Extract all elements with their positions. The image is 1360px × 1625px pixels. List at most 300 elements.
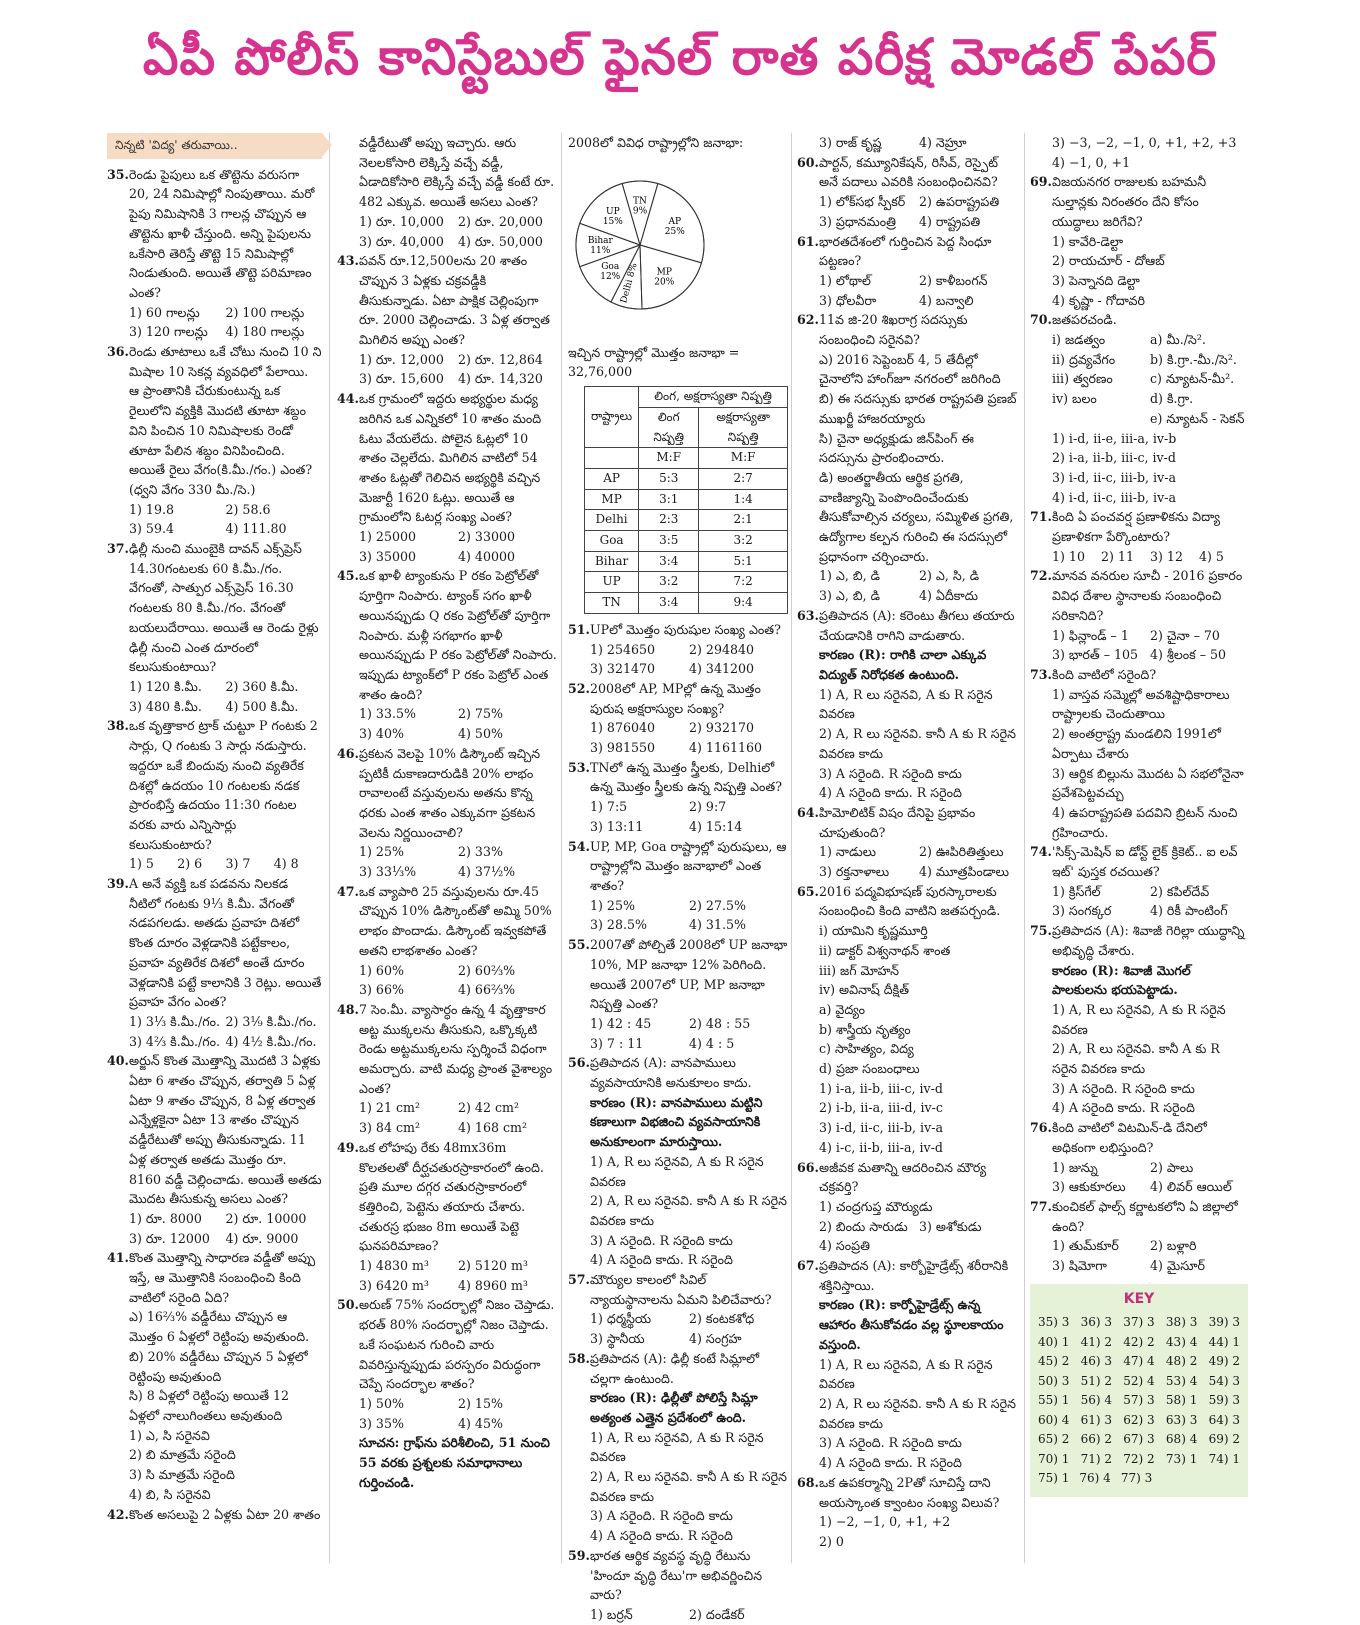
option: d) కి.గ్రా. (1150, 391, 1194, 407)
option-row (568, 1034, 788, 1054)
option: 3) రూ. 12000 (129, 1230, 210, 1246)
option-row (1030, 901, 1248, 921)
option: 3) ఎ, బి, డి (819, 588, 880, 604)
option: 2) 6 (177, 856, 203, 872)
question-text: కింది ఏ పంచవర్ష ప్రణాళికను విద్యా ప్రణాళికగా పేర్కొంటారు? (1052, 509, 1221, 545)
option: 2) 75% (458, 706, 503, 722)
question (107, 1051, 322, 1209)
answer-key-entry: 74) 1 (1208, 1451, 1240, 1466)
question-number: 71. (1030, 509, 1052, 525)
answer-key-entry: 63) 3 (1165, 1412, 1198, 1427)
option-row (107, 854, 322, 874)
option: 3) 35000 (359, 548, 416, 564)
question-text: భారత ఆర్థిక వ్యవస్థ వృద్ధి రేటును 'హిందూ వృద్ధి రేటు'గా అభివర్ణించిన వారు? (590, 1547, 763, 1603)
option: 2) 11 (1101, 548, 1134, 564)
option: 3) ధోలవీరా (819, 292, 877, 308)
text-line: 1) i-d, ii-e, iii-a, iv-b (1052, 430, 1177, 446)
table-cell: 3:5 (639, 531, 699, 552)
table-subheader-mf: M:F (699, 448, 788, 469)
option: 3) 28.5% (590, 917, 647, 933)
column-2 (337, 133, 557, 1573)
option-row (337, 1118, 557, 1138)
text-line: సి) చైనా అధ్యక్షుడు జిన్‌పింగ్ ఈ సదస్సును ప్రారంభించారు. (819, 430, 974, 466)
answer-key-body (1038, 1313, 1240, 1489)
text-line: 1) −2, −1, 0, +1, +2 (819, 1514, 951, 1530)
text-line: 1) చంద్రగుప్త మౌర్యుడు (819, 1198, 933, 1214)
text-line: 4) i-d, ii-c, iii-b, iv-a (1052, 489, 1176, 505)
table-cell: 1:4 (699, 489, 788, 510)
option: 1) జున్ను (1052, 1159, 1098, 1175)
table-cell: Bihar (585, 551, 639, 572)
option-row (337, 1394, 557, 1414)
option: 2) రూ. 12,864 (458, 351, 543, 367)
question (797, 310, 1019, 349)
question-text: 7 సెం.మీ. వ్యాసార్ధం ఉన్న 4 వృత్తాకార అట్ట ముక్కలను తీసుకుని, ఒక్కొక్కటి రెండు అట్టముక్కలను స్పర్శించే విధంగా అమర్చారు. వాటి మధ్య ప్రాంత వైశాల్యం ఎంత? (359, 1001, 553, 1096)
column-5 (1030, 133, 1248, 1573)
option: 4) 1161160 (689, 740, 763, 756)
answer-key-entry: 44) 1 (1208, 1334, 1240, 1349)
option: 4) రూ. 50,000 (458, 233, 543, 249)
option: 4) సంగ్రహ (689, 1331, 742, 1347)
answer-key-entry: 40) 1 (1038, 1334, 1070, 1349)
option: 1) క్రిస్‌గేల్ (1052, 883, 1101, 899)
question-text: ఒక ఖాళీ ట్యాంకును P రకం పెట్రోల్‌తో పూర్తిగా నింపారు. ట్యాంక్ సగం ఖాళీ అయినప్పుడు Q రకం పెట్రోల్‌తో పూర్తిగా నింపారు. మళ్లీ సగభాగం ఖాళీ అయినప్పుడు P రకం పెట్రోల్‌తో నింపారు. ఇప్పుడు ట్యాంక్‌లో P రకం పెట్రోల్ ఎంత శాతం ఉంది? (359, 568, 557, 702)
option-row (337, 724, 557, 744)
question-text: అరుణ్ 75% సందర్భాల్లో నిజం చెప్తాడు. భరత్ 80% సందర్భాల్లో నిజం చెప్తాడు. ఒకే సంఘటన గురించి వారు వివరిస్తున్నప్పుడు పరస్పరం విరుద్ధంగా చెప్పే సందర్భాల శాతం? (359, 1297, 555, 1392)
option: 4) శ్రీలంక – 50 (1150, 647, 1227, 663)
text-line: 2) A, R లు సరైనవి. కానీ A కు R సరైన వివరణ కాదు (819, 726, 1016, 761)
question-number: 69. (1030, 174, 1052, 190)
option-row (568, 1309, 788, 1329)
option: 3) రూ. 15,600 (359, 371, 444, 387)
option-row (568, 817, 788, 837)
text-line: i) యామిని కృష్ణమూర్తి (819, 923, 928, 939)
option: 1) 25% (359, 844, 404, 860)
pie-label-mp: MP 20% (654, 267, 675, 288)
option: 1) రూ. 8000 (129, 1210, 202, 1226)
text-line: 3) A సరైంది. R సరైంది కాదు (1052, 1080, 1195, 1096)
option: 1) రూ. 12,000 (359, 351, 444, 367)
answer-key-entry: 54) 3 (1208, 1373, 1240, 1388)
question-number: 37. (107, 541, 129, 557)
option-row (568, 797, 788, 817)
option: 4) 31.5% (689, 917, 746, 933)
column-1 (107, 133, 322, 1573)
answer-key-entry: 47) 4 (1123, 1354, 1155, 1369)
text-line: 3) ఆర్థిక బిల్లును మొదట ఏ సభలోనైనా ప్రవేశపెట్టవచ్చు (1052, 765, 1244, 801)
text-line: 2) A, R లు సరైనవి. కానీ A కు R సరైన వివరణ కాదు (590, 1193, 787, 1228)
option-row (337, 547, 557, 567)
question-number: 65. (797, 883, 819, 899)
text-line: కారణం (R): కార్బోహైడ్రేట్స్ ఉన్న ఆహారం తీసుకోవడం వల్ల స్థూలకాయం వస్తుంది. (819, 1297, 1004, 1352)
table-header-group: లింగ, అక్షరాస్యతా నిష్పత్తి (639, 387, 788, 408)
question-text: అర్జున్ కొంత మొత్తాన్ని మొదటి 3 ఏళ్లకు ఏటా 6 శాతం చొప్పున, తర్వాతి 5 ఏళ్ల ఏటా 9 శాతం చొప్పున, 8 ఏళ్ల తర్వాత ఎన్నేళ్లకైనా ఏటా 13 శాతం చొప్పున వడ్డీరేటుతో అప్పు తీసుకున్నాడు. 11 ఏళ్ల తర్వాత అతడు మొత్తం రూ. 8160 వడ్డీ చెల్లించాడు. అయితే అతడు మొదట తీసుకున్న అసలు ఎంత? (129, 1053, 322, 1207)
column-5-body (1030, 133, 1248, 1276)
question (1030, 566, 1248, 625)
question-number: 64. (797, 804, 819, 820)
text-line: కారణం (R): రాగికి చాలా ఎక్కువ విద్యుత్ నిరోధకత ఉంటుంది. (819, 647, 987, 682)
text-line: 1) A, R లు సరైనవి, A కు R సరైన వివరణ (590, 1429, 764, 1465)
option-row (337, 704, 557, 724)
option: 1) 254650 (590, 641, 656, 657)
text-line: 4) బి, సి సరైనవి (129, 1486, 211, 1502)
option-row (337, 1098, 557, 1118)
option: 4) 8960 m³ (458, 1277, 528, 1293)
option: 4) బన్వాలి (919, 292, 974, 308)
text-line: 1) i-a, ii-b, iii-c, iv-d (819, 1080, 943, 1096)
option-row (107, 519, 322, 539)
column-1-body (107, 165, 322, 1525)
question-number: 77. (1030, 1198, 1052, 1214)
text-line: 2) రాయచూర్ - దోఆబ్ (1052, 253, 1165, 269)
answer-key-entry: 58) 1 (1165, 1393, 1198, 1408)
option-row (337, 961, 557, 981)
column-divider (791, 133, 792, 1563)
option: 4) నెహ్రూ (919, 135, 967, 150)
option: 1) ఎ, బి, డి (819, 568, 880, 584)
option: 2) దండేకర్ (689, 1607, 745, 1622)
option-row (107, 1032, 322, 1052)
question-number: 49. (337, 1139, 359, 1155)
option: 2) ఎ, సి, డి (919, 568, 980, 584)
option-row (337, 1276, 557, 1296)
question-text: మౌర్యుల కాలంలో సివిల్ న్యాయస్థానాలను ఏమని పిలిచేవారు? (590, 1272, 772, 1307)
option: 1) 10 (1052, 548, 1085, 564)
option: i) జడత్వం (1052, 332, 1106, 348)
answer-key-entry: 38) 3 (1165, 1315, 1198, 1330)
option: 2) పాలు (1150, 1159, 1194, 1175)
question-number: 35. (107, 166, 129, 182)
option: 3) అశోకుడు (919, 1218, 982, 1234)
option: 3) రూ. 40,000 (359, 233, 444, 249)
question (797, 606, 1019, 645)
answer-key-row (1038, 1411, 1240, 1431)
table-cell: MP (585, 489, 639, 510)
option: 3) రక్తనాళాలు (819, 864, 890, 880)
option: 4) మైసూర్ (1150, 1258, 1205, 1274)
answer-key-row (1038, 1430, 1240, 1450)
question-text: ఒక లోహపు రేకు 48mx36m కొలతలతో దీర్ఘచతురస్రాకారంలో ఉంది. ప్రతి మూల దగ్గర చతురస్రాకారంలో కత్తిరించి, పెట్టెను తయారు చేశారు. చతురస్ర భుజం 8m అయితే పెట్టె ఘనపరిమాణం? (359, 1139, 544, 1254)
option-row (337, 862, 557, 882)
option-row (1030, 350, 1248, 370)
table-row (585, 468, 788, 489)
text-line: 3) A సరైంది. R సరైంది కాదు (590, 1232, 733, 1248)
answer-key-entry: 53) 4 (1165, 1373, 1198, 1388)
answer-key-entry: 60) 4 (1038, 1412, 1070, 1427)
answer-key-entry: 73) 1 (1165, 1451, 1198, 1466)
text-line: 2) A, R లు సరైనవి. కానీ A కు R సరైన వివరణ కాదు (819, 1396, 1016, 1431)
table-cell: 2:7 (699, 468, 788, 489)
option: 3) 981550 (590, 740, 656, 756)
option: 4) 50% (458, 726, 503, 742)
option: 3) షిమోగా (1052, 1258, 1107, 1274)
question-number: 55. (568, 937, 590, 953)
question-text: మానవ వనరుల సూచీ - 2016 ప్రకారం వివిధ దేశాల స్థానాలకు సంబంధించి సరికానిది? (1052, 568, 1243, 623)
column-divider (329, 133, 330, 1563)
text-line: 1) A, R లు సరైనవి, A కు R సరైన వివరణ (819, 686, 993, 722)
option: 1) లోథాల్ (819, 272, 871, 288)
question-number: 38. (107, 718, 129, 734)
pie-label-goa: Goa 12% (600, 261, 621, 282)
option: 1) బర్రన్ (590, 1607, 633, 1622)
question-text: విజయనగర రాజులకు బహమనీ సుల్తాన్లకు నిరంతరం దేని కోసం యుద్ధాలు జరిగేవి? (1052, 174, 1207, 229)
answer-key-entry: 48) 2 (1165, 1354, 1198, 1369)
text-line: సూచన: గ్రాఫ్‌ను పరిశీలించి, 51 నుంచి 55 వరకు ప్రశ్నలకు సమాధానాలు గుర్తించండి. (359, 1435, 550, 1490)
option-row (568, 718, 788, 738)
question-text: పవన్ రూ.12,500లను 20 శాతం చొప్పున 3 ఏళ్లకు చక్రవడ్డీకి తీసుకున్నాడు. ఏటా పాక్షిక చెల్లింపుగా రూ. 2000 చెల్లించాడు. 3 ఏళ్ల తర్వాత మిగిలిన అప్పు ఎంత? (359, 253, 550, 348)
table-cell: 2:3 (639, 510, 699, 531)
question (107, 716, 322, 854)
option: 4) 8 (273, 856, 299, 872)
option: 3) 66% (359, 982, 404, 998)
option-row (337, 232, 557, 252)
question (337, 1295, 557, 1394)
question-text: కింది వాటిలో విటమిన్-డి దేనిలో అధికంగా లభిస్తుంది? (1052, 1120, 1207, 1155)
answer-key-entry: 57) 3 (1123, 1393, 1155, 1408)
question (568, 758, 788, 797)
option: 4) 111.80 (225, 521, 287, 537)
option-row (107, 303, 322, 323)
answer-key-entry: 67) 3 (1123, 1432, 1155, 1447)
text-line: 3) −3, −2, −1, 0, +1, +2, +3 (1052, 135, 1237, 150)
question-text: UPలో మొత్తం పురుషుల సంఖ్య ఎంత? (590, 621, 781, 637)
option: 1) 25% (590, 897, 635, 913)
option: 3) 7 (225, 856, 251, 872)
option: 2) 3⅑ కి.మీ./గం. (225, 1013, 317, 1029)
option: 4) రాష్ట్రపతి (919, 213, 981, 229)
table-cell: 7:2 (699, 572, 788, 593)
question (107, 1505, 322, 1525)
option-row (568, 659, 788, 679)
question (568, 837, 788, 896)
continuation-banner: నిన్నటి 'విద్య' తరువాయి.. (107, 133, 322, 159)
text-line: డి) అంతర్జాతీయ ఆర్థిక ప్రగతి, వాణిజ్యాన్ని పెంపొందించేందుకు తీసుకోవాల్సిన చర్యలు, సమ్మిళిత ప్రగతి, ఉద్యోగాల కల్పన గురించి ఈ సదస్సులో ప్రధానంగా చర్చించారు. (819, 469, 1014, 564)
question-number: 51. (568, 621, 590, 637)
option: 1) 4830 m³ (359, 1258, 429, 1274)
answer-key-row (1038, 1352, 1240, 1372)
option-row (797, 1217, 1019, 1237)
option-row (568, 896, 788, 916)
table-header-sex-ratio: లింగ నిష్పత్తి (639, 407, 699, 447)
question-text: ఒక వ్యాపారి 25 వస్తువులను రూ.45 చొప్పున 10% డిస్కౌంట్‌తో అమ్మి 50% లాభం పొందాడు. డిస్కౌంట్ ఇవ్వకపోతే అతని లాభశాతం ఎంత? (359, 883, 552, 958)
table-cell: AP (585, 468, 639, 489)
option: 2) చైనా – 70 (1150, 627, 1220, 643)
answer-key-entry: 77) 3 (1120, 1471, 1153, 1486)
answer-key-entry: 62) 3 (1123, 1412, 1155, 1427)
option-row (107, 322, 322, 342)
question-text: ప్రకటన వెలపై 10% డిస్కౌంట్ ఇచ్చిన ప్పటికీ దుకాణదారుడికి 20% లాభం రావాలంటే వస్తువులను అతను కొన్న ధరకు ఎంత శాతం ఎక్కువగా ప్రకటన వెలను నిర్ణయించాలి? (359, 745, 541, 840)
text-line: బి) 20% వడ్డీరేటు చొప్పున 5 ఏళ్లలో రెట్టింపు అవుతుంది (129, 1348, 308, 1384)
option: 2) 60⅔% (458, 962, 516, 978)
option-row (1030, 547, 1248, 567)
text-line: 3) A సరైంది. R సరైంది కాదు (819, 765, 962, 781)
text-line: వడ్డీరేటుతో అప్పు ఇచ్చారు. ఆరు నెలలకోసారి లెక్కిస్తే వచ్చే వడ్డీ, ఏడాదికోసారి లెక్కిస్తే వచ్చే వడ్డీ కంటే రూ. 482 ఎక్కువ. అయితే అసలు ఎంత? (359, 135, 555, 210)
question (107, 1248, 322, 1307)
table-subheader-empty (585, 448, 639, 469)
table-row (585, 531, 788, 552)
pie-label-bihar: Bihar 11% (587, 235, 613, 256)
option: 2) కాళీబంగన్ (919, 272, 988, 288)
question-text: కొంత మొత్తాన్ని సాధారణ వడ్డీతో అప్పు ఇస్తే, ఆ మొత్తానికి సంబంధించి కింది వాటిలో సరైంది ఏది? (129, 1250, 316, 1305)
question (568, 620, 788, 640)
question (797, 1473, 1019, 1512)
option: 4) 500 కి.మీ. (225, 698, 299, 714)
column-2-body (337, 133, 557, 1493)
question-number: 67. (797, 1258, 819, 1274)
answer-key-entry: 75) 1 (1038, 1471, 1070, 1486)
question (568, 1270, 788, 1309)
question-number: 40. (107, 1053, 129, 1069)
option-row (568, 915, 788, 935)
question-number: 46. (337, 745, 359, 761)
page-title: ఏపీ పోలీస్ కానిస్టేబుల్ ఫైనల్ రాత పరీక్ష మోడల్ పేపర్ (142, 28, 1218, 86)
question-text: 'సిక్స్-మెషిన్ ఐ డోన్ట్ లైక్ క్రికెట్.. ఐ లవ్ ఇట్' పుస్తక రచయిత? (1052, 844, 1238, 880)
question-text: కుంచికల్ ఫాల్స్ కర్ణాటకలోని ఏ జిల్లాలో ఉంది? (1052, 1198, 1238, 1234)
text-line: 2) i-a, ii-b, iii-c, iv-d (1052, 450, 1176, 466)
option: 1) రూ. 10,000 (359, 213, 444, 229)
table-cell: 3:4 (639, 593, 699, 614)
question (568, 935, 788, 1014)
question (107, 874, 322, 1012)
text-line: ii) డాక్టర్ విశ్వనాథన్ శాంత (819, 942, 951, 958)
option-row (107, 1209, 322, 1229)
table-cell: Goa (585, 531, 639, 552)
option: 3) 6420 m³ (359, 1277, 429, 1293)
answer-key-entry: 50) 3 (1038, 1373, 1070, 1388)
text-line: d) ప్రజా సంబంధాలు (819, 1061, 920, 1077)
question-number: 41. (107, 1250, 129, 1266)
text-line: 1) ఎ, సి సరైనవి (129, 1427, 210, 1443)
option: 3) 33⅓% (359, 864, 417, 880)
option-row (1030, 369, 1248, 389)
total-population: ఇచ్చిన రాష్ట్రాల్లో మొత్తం జనాభా = 32,76,000 (568, 344, 740, 380)
answer-key-entry: 70) 1 (1038, 1451, 1070, 1466)
option: 1) 120 కి.మీ. (129, 678, 202, 694)
option-row (337, 527, 557, 547)
question-text: రెండు పైపులు ఒక తొట్టెను వరుసగా 20, 24 నిమిషాల్లో నింపుతాయి. మరో పైపు నిమిషానికి 3 గాలన్ల చొప్పున ఆ తొట్టెను ఖాళీ చేస్తుంది. అన్ని పైపులను ఒకేసారి తెరిస్తే తొట్టె 15 నిమిషాల్లో నిండుతుంది. అయితే తొట్టె పరిమాణం ఎంత? (129, 166, 315, 300)
table-cell: 3:4 (639, 551, 699, 572)
text-line: 4) A సరైంది కాదు. R సరైంది (590, 1528, 733, 1544)
answer-key-entry: 76) 4 (1079, 1471, 1111, 1486)
text-line: 4) సంప్రతి (819, 1238, 870, 1254)
column-4 (797, 133, 1019, 1573)
table-row (585, 489, 788, 510)
table-row (585, 593, 788, 614)
option: 2) 5120 m³ (458, 1258, 528, 1274)
table-cell: 2:1 (699, 510, 788, 531)
question (568, 1546, 788, 1605)
option: 1) లోక్‌సభ స్పీకర్ (819, 194, 906, 210)
question-text: ఒక వృత్తాకార ట్రాక్ చుట్టూ P గంటకు 2 సార్లు, Q గంటకు 3 సార్లు నడుస్తారు. ఇద్దరూ ఒకే బిందువు నుంచి వ్యతిరేక దిశల్లో ఉదయం 10 గంటలకు నడక ప్రారంభిస్తే ఉదయం 11:30 గంటల వరకు వారు ఎన్నిసార్లు కలుసుకుంటారు? (129, 718, 318, 852)
option-row (1030, 389, 1248, 409)
option-row (797, 212, 1019, 232)
table-cell: TN (585, 593, 639, 614)
option: ii) ద్రవ్యవేగం (1052, 351, 1116, 367)
answer-key-entry: 43) 4 (1165, 1334, 1198, 1349)
table-row (585, 572, 788, 593)
question-number: 52. (568, 680, 590, 696)
text-line: కారణం (R): వానపాములు మట్టిని కణాలుగా విభజించి వ్యవసాయానికి అనుకూలంగా మారుస్తాయి. (590, 1094, 763, 1150)
answer-key-row (1038, 1313, 1240, 1333)
option: 1) 7:5 (590, 799, 628, 815)
answer-key-title: KEY (1123, 1290, 1155, 1307)
option-row (337, 212, 557, 232)
option-row (568, 1605, 788, 1625)
option: 2) 360 కి.మీ. (225, 678, 299, 694)
option-row (337, 350, 557, 370)
option: 3) 120 గాలన్లు (129, 324, 208, 340)
option: iv) బలం (1052, 391, 1097, 407)
option: 4) 5 (1199, 548, 1224, 564)
question (337, 1138, 557, 1256)
question-number: 61. (797, 233, 819, 249)
text-line: 1) A, R లు సరైనవి, A కు R సరైన వివరణ (819, 1356, 993, 1392)
column-divider (561, 133, 562, 1563)
text-line: 2) A, R లు సరైనవి. కానీ A కు R సరైన వివరణ కాదు (590, 1469, 787, 1504)
table-cell: UP (585, 572, 639, 593)
answer-key-entry: 42) 2 (1123, 1334, 1155, 1349)
question (337, 1000, 557, 1099)
option: 4) 4 : 5 (689, 1035, 735, 1051)
option-row (797, 291, 1019, 311)
question-number: 62. (797, 312, 819, 328)
option: 2) 294840 (689, 641, 755, 657)
question (797, 232, 1019, 271)
pie-chart-container (568, 153, 788, 343)
question (1030, 172, 1248, 231)
option-row (107, 1229, 322, 1249)
answer-key-row (1038, 1372, 1240, 1392)
question-number: 56. (568, 1055, 590, 1071)
question-number: 57. (568, 1272, 590, 1288)
option-row (337, 842, 557, 862)
question-text: ప్రతిపాదన (A): శివాజీ గెరిల్లా యుద్ధాన్ని అభివృద్ధి చేశారు. (1052, 923, 1245, 958)
option: 4) మూత్రపిండాలు (919, 864, 1009, 880)
option: 2) 9:7 (689, 799, 727, 815)
question (797, 803, 1019, 842)
option-row (568, 640, 788, 660)
column-3-body (568, 620, 788, 1625)
answer-key (1030, 1284, 1248, 1497)
option: 1) 3⅓ కి.మీ./గం. (129, 1013, 221, 1029)
answer-key-entry: 69) 2 (1208, 1432, 1240, 1447)
option: 2) 42 cm² (458, 1100, 520, 1116)
text-line: 2) i-b, ii-a, iii-d, iv-c (819, 1100, 943, 1116)
answer-key-entry: 56) 4 (1080, 1393, 1113, 1408)
option: 4) 4½ కి.మీ./గం. (225, 1033, 317, 1049)
option-row (337, 1256, 557, 1276)
option: 4) 40000 (458, 548, 515, 564)
question-number: 45. (337, 568, 359, 584)
question (1030, 310, 1248, 330)
text-line: b) శాస్త్రీయ నృత్యం (819, 1021, 911, 1037)
option-row (1030, 330, 1248, 350)
question-text: ఒక ఉపకర్మాన్ని 2Pతో సూచిస్తే దాని అయస్కాంత క్వాంటం సంఖ్య విలువ? (819, 1474, 1000, 1510)
question (1030, 1197, 1248, 1236)
question (107, 539, 322, 677)
answer-key-entry: 55) 1 (1038, 1393, 1070, 1408)
option: 4) 45% (458, 1415, 503, 1431)
option-row (797, 862, 1019, 882)
population-pie-chart (568, 153, 788, 343)
table-header-literacy-ratio: అక్షరాస్యతా నిష్పత్తి (699, 407, 788, 447)
option: 3) రాజ్ కృష్ణ (819, 135, 882, 150)
option: 3) 321470 (590, 661, 656, 677)
option-row (1030, 882, 1248, 902)
answer-key-row (1038, 1333, 1240, 1353)
answer-key-entry: 64) 3 (1208, 1412, 1240, 1427)
text-line: 4) A సరైంది కాదు. R సరైంది (590, 1252, 733, 1268)
